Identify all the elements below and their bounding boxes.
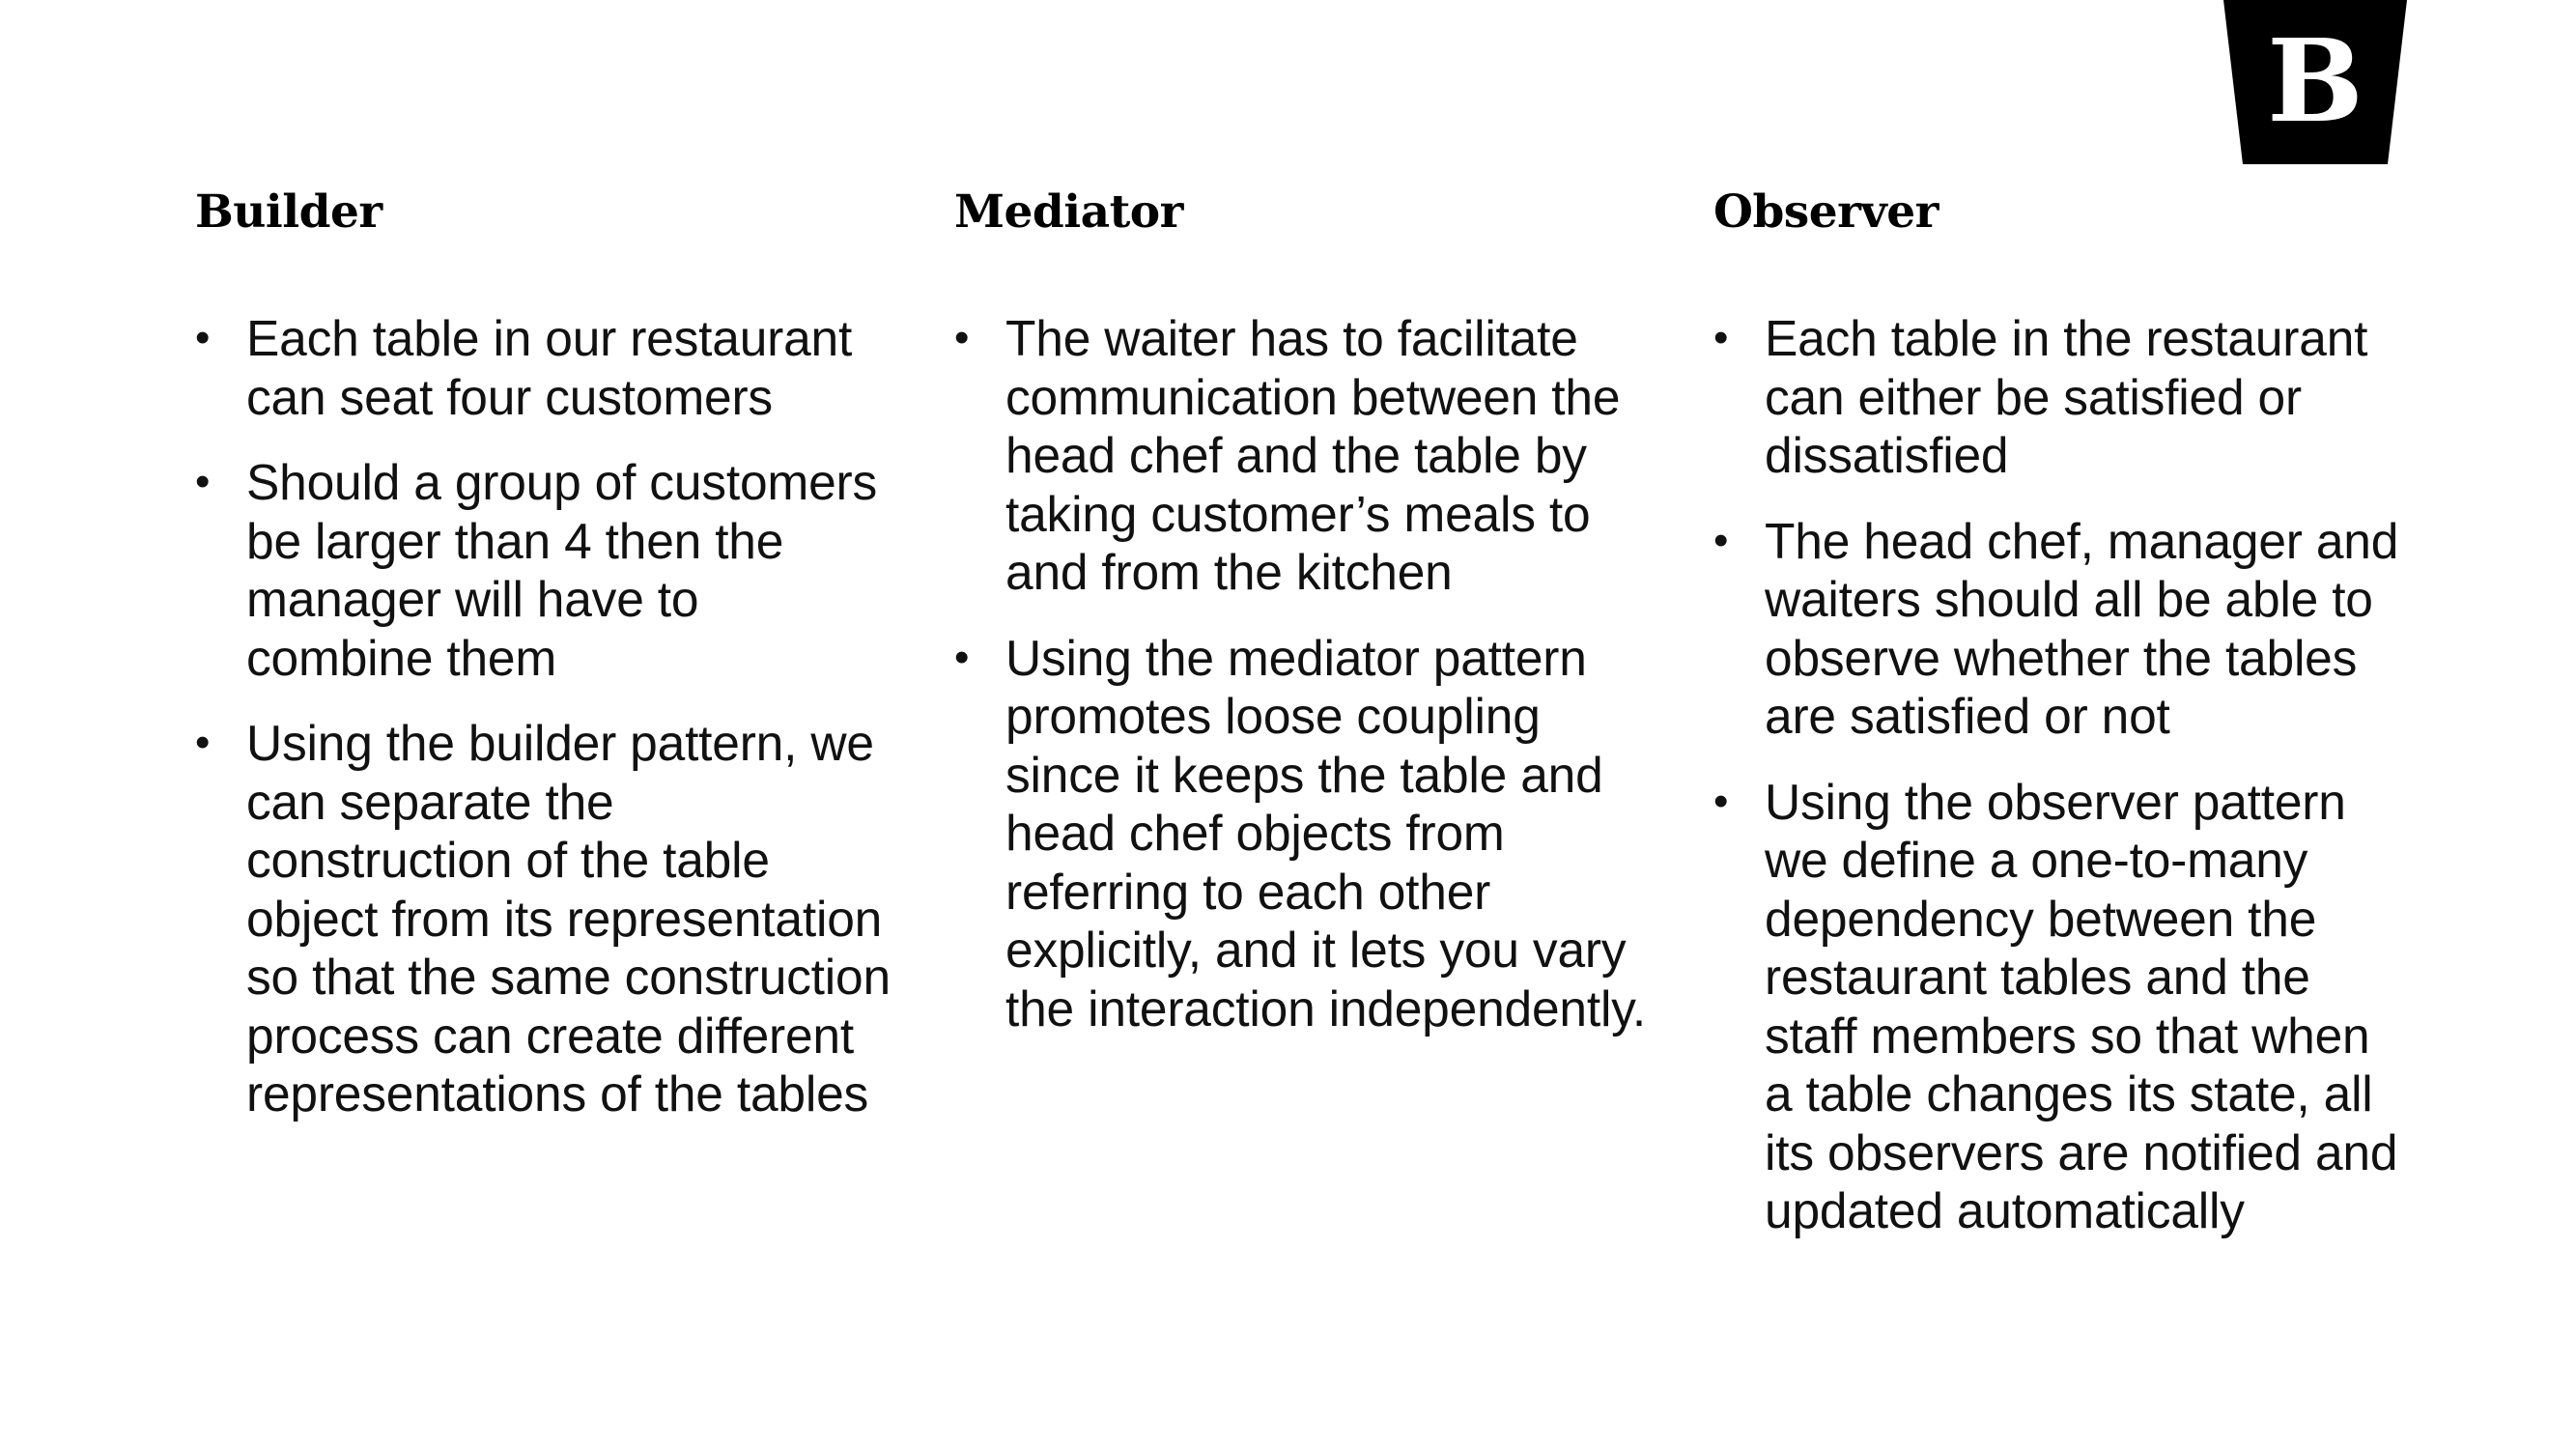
mediator-title: Mediator (954, 185, 1183, 239)
brand-logo-badge (2223, 0, 2407, 164)
mediator-bullet-list (954, 309, 1650, 1037)
observer-column (1713, 182, 2409, 1267)
builder-title: Builder (195, 185, 382, 239)
list-item: • Each table in the restaurant can either be satisfied or dissatisfied (1713, 309, 2409, 485)
list-item: • Using the builder pattern, we can separate the construction of the table object from its representation so that the same construction process can create different representations of the tables (195, 714, 891, 1123)
brand-logo-letter: B (2267, 14, 2364, 148)
list-item: • Each table in our restaurant can seat four customers (195, 309, 891, 426)
builder-column (195, 182, 891, 1151)
brand-logo (2223, 0, 2407, 164)
list-item: • Using the observer pattern we define a one-to-many dependency between the restaurant tables and the staff members so that when a table changes its state, all its observers are notified and updated automatically (1713, 773, 2409, 1240)
mediator-column (954, 182, 1650, 1065)
list-item: • Using the mediator pattern promotes loose coupling since it keeps the table and head chef objects from referring to each other explicitly, and it lets you vary the interaction independently. (954, 629, 1650, 1038)
list-item: • The head chef, manager and waiters should all be able to observe whether the tables are satisfied or not (1713, 512, 2409, 746)
list-item: • Should a group of customers be larger than 4 then the manager will have to combine them (195, 453, 891, 687)
observer-bullet-list (1713, 309, 2409, 1240)
builder-bullet-list (195, 309, 891, 1123)
list-item: • The waiter has to facilitate communication between the head chef and the table by taking customer’s meals to and from the kitchen (954, 309, 1650, 602)
observer-title: Observer (1713, 185, 1939, 239)
